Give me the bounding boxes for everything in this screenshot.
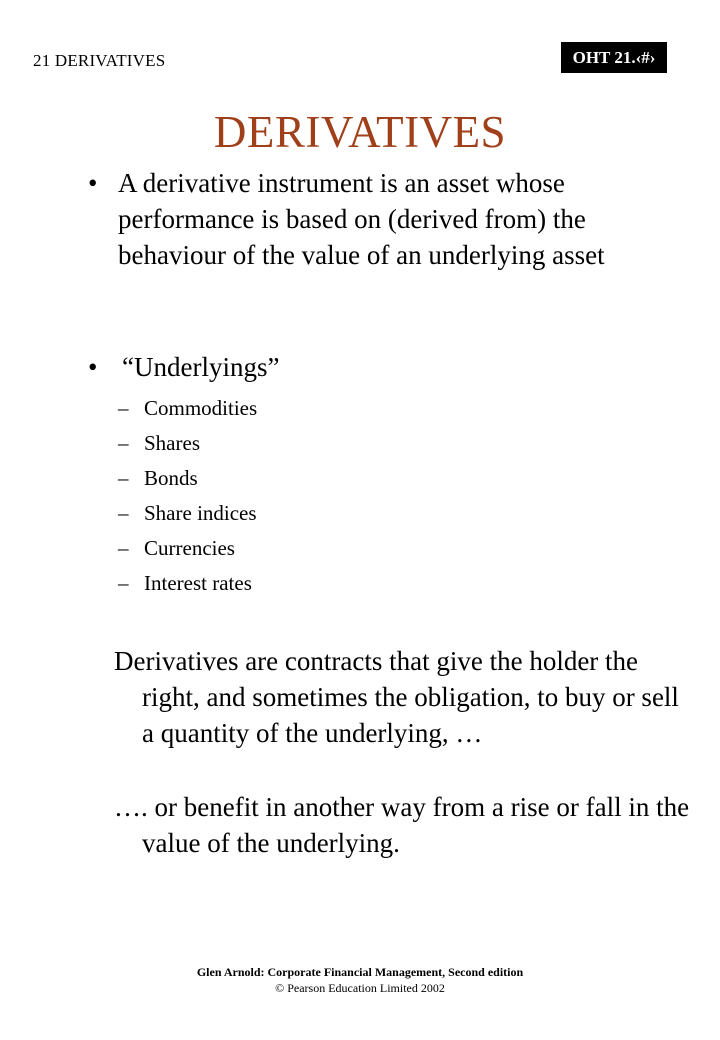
list-item	[118, 496, 257, 531]
dash-marker: –	[118, 466, 129, 490]
dash-marker: –	[118, 501, 129, 525]
dash-marker: –	[118, 396, 129, 420]
list-item-label: Bonds	[144, 466, 198, 490]
bullet-text-definition: A derivative instrument is an asset whose performance is based on (derived from) the behaviour of the value of an underlying asset	[118, 168, 605, 270]
list-item	[118, 461, 257, 496]
list-item	[118, 391, 257, 426]
paragraph-contracts: Derivatives are contracts that give the holder the right, and sometimes the obligation, to buy or sell a quantity of the underlying, …	[114, 646, 679, 748]
list-item	[118, 531, 257, 566]
bullet-marker: •	[88, 168, 98, 198]
list-item	[118, 426, 257, 461]
chapter-header: 21 DERIVATIVES	[33, 51, 166, 70]
dash-marker: –	[118, 431, 129, 455]
list-item-label: Currencies	[144, 536, 235, 560]
list-item-label: Share indices	[144, 501, 257, 525]
list-item-label: Interest rates	[144, 571, 252, 595]
underlyings-list	[118, 391, 257, 601]
footer-copyright: © Pearson Education Limited 2002	[275, 981, 445, 995]
paragraph-benefit: …. or benefit in another way from a rise or fall in the value of the underlying.	[114, 792, 690, 858]
dash-marker: –	[118, 571, 129, 595]
list-item-label: Commodities	[144, 396, 258, 420]
slide-number-badge: OHT 21.‹#›	[561, 42, 667, 73]
dash-marker: –	[118, 536, 129, 560]
list-item-label: Shares	[144, 431, 200, 455]
footer-citation: Glen Arnold: Corporate Financial Management, Second edition	[196, 965, 524, 979]
page-title: DERIVATIVES	[213, 107, 507, 157]
list-item	[118, 566, 257, 601]
bullet-text-underlyings: “Underlyings”	[122, 352, 280, 382]
bullet-marker: •	[88, 352, 98, 382]
